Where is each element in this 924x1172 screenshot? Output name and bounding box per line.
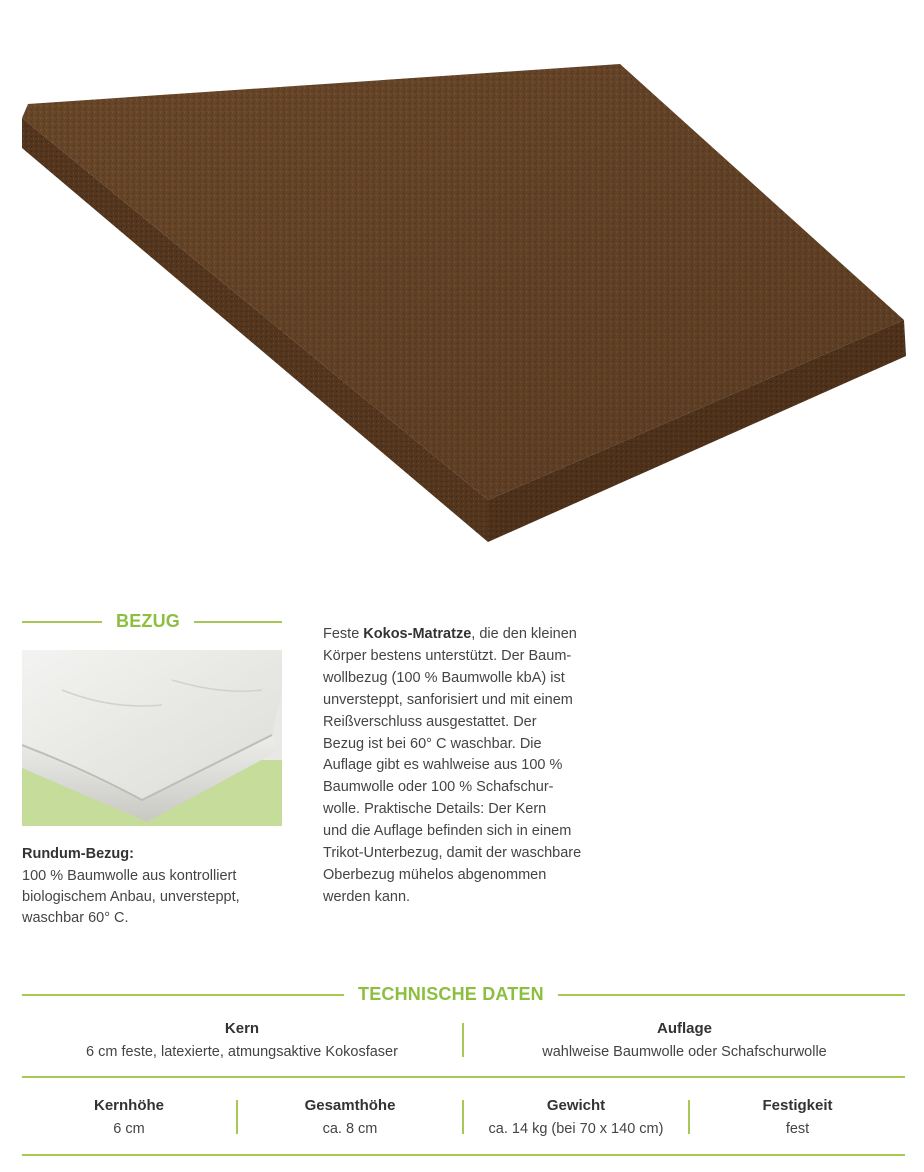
spec-value: ca. 14 kg (bei 70 x 140 cm) (488, 1121, 664, 1137)
row-divider (22, 1154, 905, 1156)
spec-festigkeit (690, 1096, 905, 1140)
desc-line: , die den kleinen (471, 626, 577, 642)
desc-product-name: Kokos-Matratze (363, 626, 472, 642)
spec-label: Kernhöhe (93, 1097, 164, 1114)
mattress-photo (0, 0, 924, 560)
spec-label: Festigkeit (762, 1097, 833, 1114)
spec-value: wahlweise Baumwolle oder Schafschurwolle (542, 1044, 827, 1060)
bezug-title: BEZUG (116, 611, 180, 631)
spec-gesamthoehe (238, 1096, 462, 1140)
heading-rule-right (194, 621, 282, 623)
cover-caption-title: Rundum-Bezug: (22, 846, 134, 862)
heading-rule-right (558, 994, 905, 996)
spec-value: fest (785, 1121, 810, 1137)
spec-value: 6 cm (113, 1121, 145, 1137)
desc-line: wollbezug (100 % Baumwolle kbA) ist (323, 669, 565, 686)
heading-rule-left (22, 994, 344, 996)
desc-line: Trikot-Unterbezug, damit der waschbare (323, 845, 582, 862)
desc-line: Auflage gibt es wahlweise aus 100 % (323, 757, 563, 774)
cover-caption-body: 100 % Baumwolle aus kontrolliert biologischem Anbau, unversteppt, waschbar 60° C. (22, 868, 240, 926)
spec-kern (22, 1019, 462, 1063)
heading-rule-left (22, 621, 102, 623)
desc-line: werden kann. (323, 888, 411, 905)
product-description (323, 624, 623, 909)
tech-title: TECHNISCHE DATEN (358, 984, 544, 1004)
desc-line: wolle. Praktische Details: Der Kern (323, 801, 547, 818)
desc-line: Baumwolle oder 100 % Schafschur- (323, 779, 554, 796)
desc-line: und die Auflage befinden sich in einem (323, 823, 572, 840)
spec-label: Gesamthöhe (304, 1097, 396, 1114)
desc-line: Bezug ist bei 60° C waschbar. Die (323, 735, 542, 752)
spec-label: Gewicht (546, 1097, 606, 1114)
spec-label: Kern (224, 1020, 260, 1037)
desc-line: unversteppt, sanforisiert und mit einem (323, 691, 573, 708)
spec-value: 6 cm feste, latexierte, atmungsaktive Kokosfaser (86, 1044, 398, 1060)
cover-illustration (22, 650, 282, 826)
spec-label: Auflage (656, 1020, 712, 1037)
cover-photo (22, 650, 282, 826)
spec-gewicht (464, 1096, 688, 1140)
tech-heading (22, 984, 905, 1005)
spec-value: ca. 8 cm (322, 1121, 378, 1137)
row-divider (22, 1076, 905, 1078)
desc-line: Körper bestens unterstützt. Der Baum- (323, 647, 572, 664)
spec-auflage (464, 1019, 905, 1063)
desc-line: Reißverschluss ausgestattet. Der (323, 713, 537, 730)
spec-kernhoehe (22, 1096, 236, 1140)
desc-intro: Feste (323, 626, 364, 642)
mattress-illustration (0, 0, 924, 560)
bezug-heading (22, 611, 282, 632)
desc-line: Oberbezug mühelos abgenommen (323, 866, 547, 883)
